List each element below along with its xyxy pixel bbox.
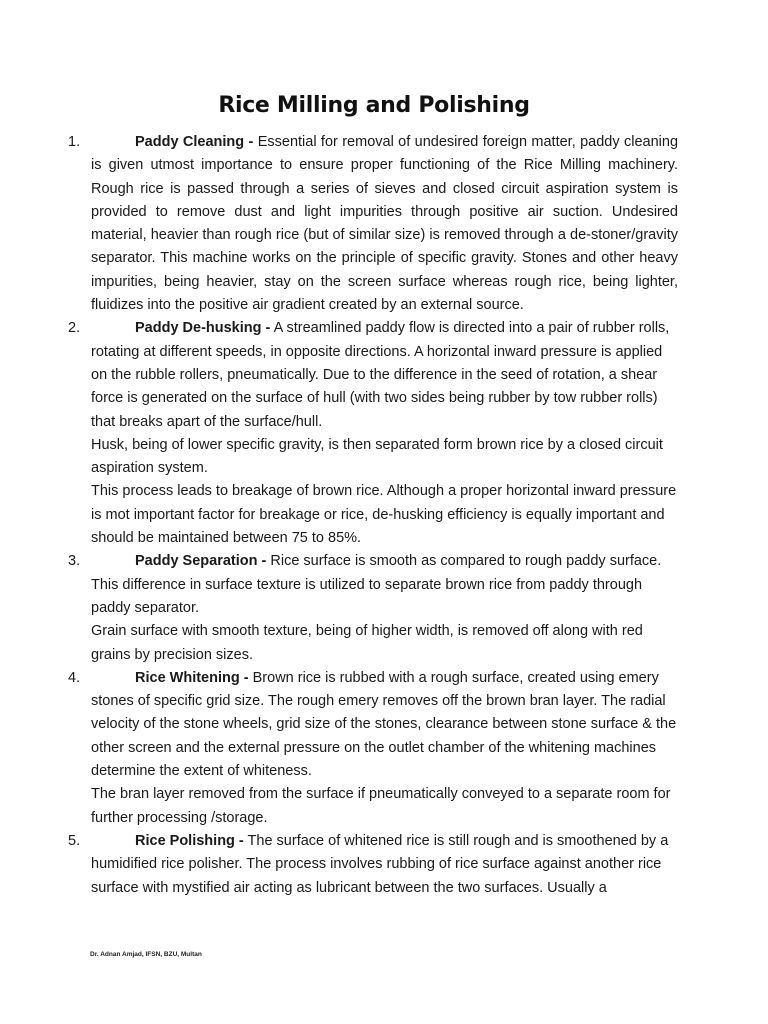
item-heading: Paddy De-husking - [135, 320, 271, 337]
item-body [91, 667, 678, 830]
item-extra-paragraph: This process leads to breakage of brown rice. Although a proper horizontal inward pressure is mot important factor for breakage or rice, de-husking efficiency is equally important and should be maintained between 75 to 85%. [91, 483, 677, 547]
list-item-paddy-separation [68, 550, 678, 666]
list-item-paddy-dehusking [68, 317, 678, 550]
item-body [91, 830, 678, 900]
page-footer: Dr. Adnan Amjad, IFSN, BZU, Multan [90, 951, 202, 958]
list-item-rice-polishing [68, 830, 678, 900]
item-extra-paragraph: Husk, being of lower specific gravity, is then separated form brown rice by a closed circuit aspiration system. [91, 436, 663, 477]
list-item-rice-whitening [68, 667, 678, 830]
item-body [91, 550, 678, 666]
item-text: The surface of whitened rice is still rough and is smoothened by a humidified rice polisher. The process involves rubbing of rice surface against another rice surface with mystified air acting as lubricant between the two surfaces. Usually a [91, 832, 669, 896]
item-body [91, 131, 678, 317]
item-text: Rice surface is smooth as compared to rough paddy surface. This difference in surface texture is utilized to separate brown rice from paddy through paddy separator. [91, 553, 662, 616]
page-title: Rice Milling and Polishing [218, 93, 530, 118]
item-paragraph [91, 667, 678, 783]
item-paragraph [91, 830, 678, 900]
item-paragraph [91, 317, 678, 433]
item-text: A streamlined paddy flow is directed into a pair of rubber rolls, rotating at different speeds, in opposite directions. A horizontal inward pressure is applied on the rubble rollers, pneumatically. Due to the difference in the seed of rotation, a shear force is generated on the surface of hull (with two sides being rubber by tow rubber rolls) that breaks apart of the surface/hull. [91, 320, 670, 430]
item-heading: Paddy Separation - [135, 553, 267, 570]
item-extra-paragraph: The bran layer removed from the surface if pneumatically conveyed to a separate room for further processing /storage. [91, 786, 671, 826]
item-text: Essential for removal of undesired foreign matter, paddy cleaning is given utmost importance to ensure proper functioning of the Rice Milling machinery. Rough rice is passed through a series of sieves and closed circuit aspiration system is provided to remove dust and light impurities through positive air suction. Undesired material, heavier than rough rice (but of similar size) is removed through a de-stoner/gravity separator. This machine works on the principle of specific gravity. Stones and other heavy impurities, being heavier, stay on the screen surface whereas rough rice, being lighter, fluidizes into the positive air gradient created by an external source. [91, 134, 679, 314]
item-paragraph [91, 131, 678, 317]
item-number: 5. [68, 832, 81, 849]
item-paragraph [91, 550, 678, 620]
item-heading: Rice Polishing - [135, 832, 244, 849]
item-number: 1. [68, 134, 81, 150]
item-number: 2. [68, 320, 81, 337]
list-item-paddy-cleaning [68, 131, 678, 317]
item-number: 3. [68, 553, 81, 570]
numbered-list [68, 131, 678, 900]
item-heading: Paddy Cleaning - [135, 134, 254, 150]
item-body [91, 317, 678, 550]
item-extra-paragraph: Grain surface with smooth texture, being of higher width, is removed off along with red grains by precision sizes. [91, 623, 643, 663]
item-text: Brown rice is rubbed with a rough surface, created using emery stones of specific grid size. The rough emery removes off the brown bran layer. The radial velocity of the stone wheels, grid size of the stones, clearance between stone surface & the other screen and the external pressure on the outlet chamber of the whitening machines determine the extent of whiteness. [91, 669, 677, 780]
item-heading: Rice Whitening - [135, 669, 249, 686]
item-number: 4. [68, 669, 81, 686]
